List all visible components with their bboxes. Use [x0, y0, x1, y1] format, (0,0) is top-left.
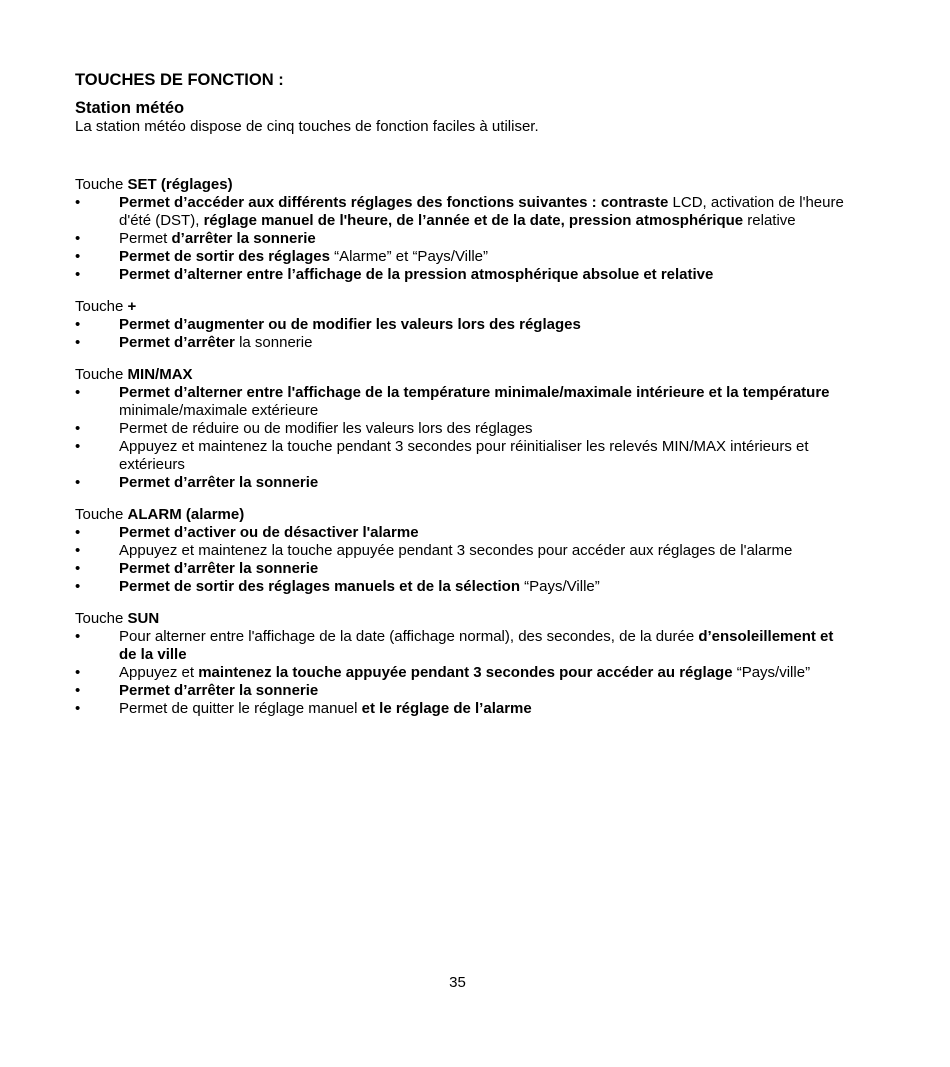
list-item-text: Permet de réduire ou de modifier les valeurs lors des réglages	[119, 420, 533, 437]
intro-paragraph: La station météo dispose de cinq touches de fonction faciles à utiliser.	[75, 118, 539, 135]
bullet-icon: •	[75, 316, 81, 333]
list-item	[75, 316, 845, 334]
list-item-text: Permet d’alterner entre l’affichage de la pression atmosphérique absolue et relative	[119, 266, 714, 283]
key-heading-prefix: Touche	[75, 176, 128, 193]
page-title: TOUCHES DE FONCTION :	[75, 71, 284, 89]
key-heading-prefix: Touche	[75, 298, 128, 315]
key-name: SUN	[127, 610, 160, 627]
list-item-text: d’ensoleillement et de la ville	[119, 628, 834, 663]
bullet-icon: •	[75, 438, 81, 455]
bullet-list	[75, 384, 845, 492]
list-item-text: Permet de sortir des réglages	[119, 248, 335, 265]
bullet-icon: •	[75, 420, 81, 437]
bullet-list	[75, 524, 845, 596]
list-item	[75, 334, 845, 352]
bullet-icon: •	[75, 560, 81, 577]
bullet-icon: •	[75, 700, 81, 717]
key-section	[75, 610, 845, 718]
list-item-text: réglage manuel de l'heure, de l’année et de la date, pression atmosphérique	[203, 212, 744, 229]
bullet-icon: •	[75, 248, 81, 265]
key-section-heading	[75, 176, 845, 194]
key-heading-prefix: Touche	[75, 366, 128, 383]
list-item-text: Appuyez et	[119, 664, 199, 681]
document-page	[75, 70, 845, 718]
list-item	[75, 420, 845, 438]
list-item-text: maintenez la touche appuyée pendant 3 secondes pour accéder au réglage	[198, 664, 737, 681]
section-subtitle: Station météo	[75, 99, 185, 117]
list-item-text: Appuyez et maintenez la touche appuyée pendant 3 secondes pour accéder aux réglages de l'alarme	[119, 542, 793, 559]
bullet-icon: •	[75, 384, 81, 401]
key-name: MIN/MAX	[127, 366, 193, 383]
list-item	[75, 474, 845, 492]
list-item-text: minimale/maximale extérieure	[119, 402, 319, 419]
bullet-icon: •	[75, 524, 81, 541]
key-section	[75, 176, 845, 284]
list-item-text: Appuyez et maintenez la touche pendant 3 secondes pour réinitialiser les relevés MIN/MAX intérieurs et extérieurs	[119, 438, 809, 473]
bullet-icon: •	[75, 266, 81, 283]
bullet-icon: •	[75, 628, 81, 645]
bullet-icon: •	[75, 230, 81, 247]
list-item	[75, 682, 845, 700]
list-item-text: Permet d’arrêter la sonnerie	[119, 474, 319, 491]
key-name: SET (réglages)	[127, 176, 233, 193]
list-item-text: relative	[743, 212, 796, 229]
bullet-icon: •	[75, 578, 81, 595]
list-item-text: Permet d’augmenter ou de modifier les valeurs lors des réglages	[119, 316, 581, 333]
bullet-list	[75, 194, 845, 284]
bullet-icon: •	[75, 664, 81, 681]
list-item-text: d’arrêter la sonnerie	[171, 230, 316, 247]
key-section-heading	[75, 298, 845, 316]
list-item	[75, 266, 845, 284]
list-item-text: et le réglage de l’alarme	[361, 700, 532, 717]
key-section-heading	[75, 506, 845, 524]
list-item-text: Pour alterner entre l'affichage de la date (affichage normal), des secondes, de la durée	[119, 628, 699, 645]
list-item	[75, 384, 845, 420]
key-section	[75, 506, 845, 596]
function-keys-list	[75, 176, 845, 718]
key-name: ALARM (alarme)	[127, 506, 245, 523]
key-section	[75, 366, 845, 492]
list-item-text: Permet d’activer ou de désactiver l'alarme	[119, 524, 419, 541]
list-item-text: la sonnerie	[234, 334, 313, 351]
list-item	[75, 542, 845, 560]
list-item	[75, 524, 845, 542]
page-number: 35	[449, 974, 466, 991]
list-item-text: Permet de quitter le réglage manuel	[119, 700, 362, 717]
list-item	[75, 248, 845, 266]
list-item	[75, 578, 845, 596]
bullet-list	[75, 628, 845, 718]
list-item-text: “Pays/Ville”	[524, 578, 600, 595]
list-item	[75, 230, 845, 248]
bullet-icon: •	[75, 542, 81, 559]
key-heading-prefix: Touche	[75, 610, 128, 627]
key-section	[75, 298, 845, 352]
list-item-text: Permet d’arrêter	[119, 334, 235, 351]
bullet-icon: •	[75, 194, 81, 211]
list-item-text: “Alarme” et “Pays/Ville”	[334, 248, 489, 265]
list-item-text: Permet d’arrêter la sonnerie	[119, 560, 319, 577]
list-item	[75, 438, 845, 474]
list-item	[75, 664, 845, 682]
list-item	[75, 560, 845, 578]
list-item-text: “Pays/ville”	[736, 664, 811, 681]
bullet-icon: •	[75, 682, 81, 699]
key-section-heading	[75, 366, 845, 384]
list-item-text: LCD, activation de l'heure d'été (DST),	[119, 194, 844, 229]
list-item	[75, 628, 845, 664]
list-item-text: Permet d’alterner entre l'affichage de la température minimale/maximale intérieure et la température	[119, 384, 830, 401]
key-name: +	[127, 298, 137, 315]
list-item-text: Permet de sortir des réglages manuels et de la sélection	[119, 578, 525, 595]
bullet-icon: •	[75, 334, 81, 351]
list-item-text: Permet d’arrêter la sonnerie	[119, 682, 319, 699]
key-heading-prefix: Touche	[75, 506, 128, 523]
list-item	[75, 700, 845, 718]
list-item-text: Permet d’accéder aux différents réglages des fonctions suivantes : contraste	[119, 194, 673, 211]
list-item	[75, 194, 845, 230]
list-item-text: Permet	[119, 230, 172, 247]
key-section-heading	[75, 610, 845, 628]
bullet-list	[75, 316, 845, 352]
bullet-icon: •	[75, 474, 81, 491]
